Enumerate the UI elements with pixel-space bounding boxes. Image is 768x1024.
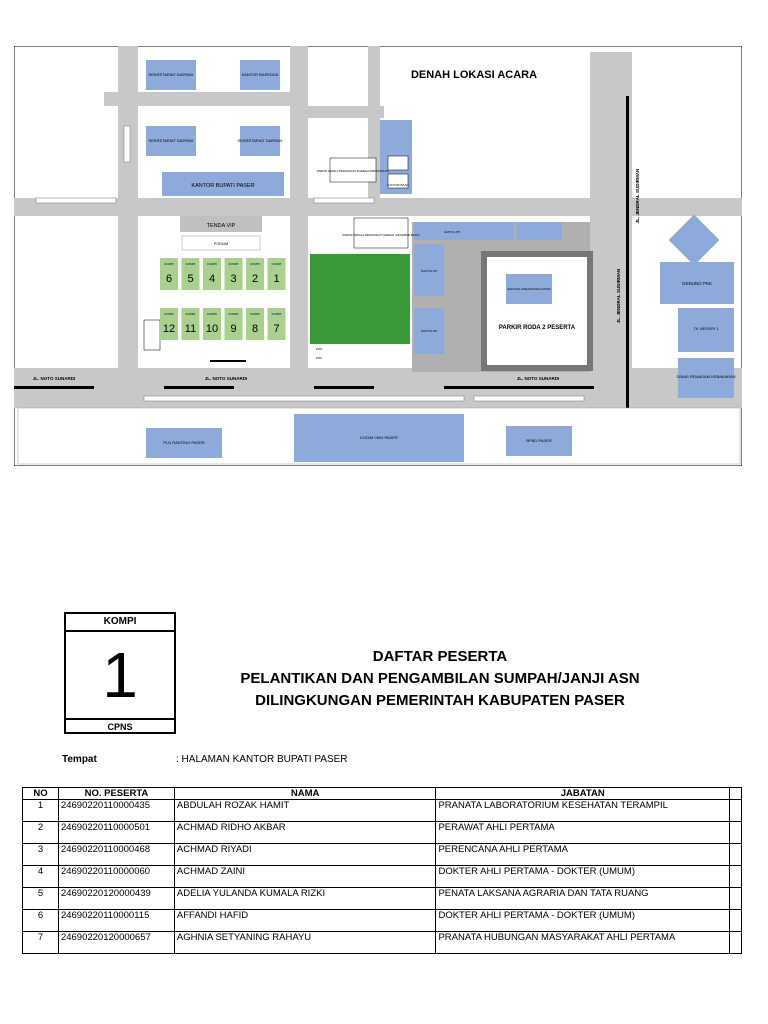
row-jabatan: DOKTER AHLI PERTAMA - DOKTER (UMUM) — [436, 866, 730, 888]
row-jabatan: PENATA LAKSANA AGRARIA DAN TATA RUANG — [436, 888, 730, 910]
kompi-block-number: 7 — [273, 323, 280, 335]
gedung-pkk-label: GEDUNG PKK — [681, 281, 713, 286]
row-peserta: 24690220110000115 — [58, 910, 174, 932]
row-peserta: 24690220120000439 — [58, 888, 174, 910]
table-row — [23, 888, 742, 910]
row-nama: ABDULAH ROZAK HAMIT — [174, 800, 436, 822]
kompi-header: KOMPI — [66, 614, 174, 632]
row-peserta: 24690220110000060 — [58, 866, 174, 888]
table-header-row — [23, 788, 742, 800]
satpol-1-label: SATPOL PP — [443, 230, 461, 234]
row-extra — [729, 910, 741, 932]
row-jabatan: DOKTER AHLI PERTAMA - DOKTER (UMUM) — [436, 910, 730, 932]
participant-table — [22, 787, 742, 954]
kompi-block-number: 6 — [165, 273, 173, 285]
parkir-kepala-1-label: PARKIR KEPALA PERANGKAT DAERAH (DEPAN BKAD) — [316, 169, 390, 173]
tempat-line — [62, 754, 348, 765]
row-no: 2 — [23, 822, 59, 844]
row-extra — [729, 866, 741, 888]
road-noto-3: JL. NOTO SUNARDI — [516, 376, 560, 381]
kompi-block-number: 9 — [230, 323, 237, 335]
kompi-block-label: KOMPI — [164, 262, 174, 266]
podium-label: PODIUM — [214, 242, 228, 246]
row-nama: ACHMAD RIYADI — [174, 844, 436, 866]
header-no: NO — [23, 788, 59, 800]
kompi-block-label: KOMPI — [250, 262, 260, 266]
kompi-block-label: KOMPI — [207, 312, 217, 316]
row-no: 3 — [23, 844, 59, 866]
pos-2-label: POS — [315, 356, 323, 360]
title-line-2: PELANTIKAN DAN PENGAMBILAN SUMPAH/JANJI ASN — [240, 670, 640, 687]
table-row — [23, 822, 742, 844]
kompi-block-number: 3 — [230, 273, 237, 285]
map-title: DENAH LOKASI ACARA — [410, 69, 538, 81]
table-row — [23, 932, 742, 954]
tempat-label: Tempat — [62, 754, 97, 765]
kompi-block-number: 12 — [162, 323, 176, 335]
gedung-ukm-label: GEDUNG ANDANDASKA MUDA — [506, 287, 552, 291]
kompi-block-label: KOMPI — [250, 312, 260, 316]
road-sudirman-1: JL. JENDRAL SUDIRMAN — [635, 168, 640, 224]
tk-negeri-label: TK NEGERI 1 — [693, 326, 719, 331]
kompi-block-label: KOMPI — [164, 312, 174, 316]
sekretariat-1-label: SEKRETARIAT DAERAH — [148, 72, 194, 77]
kompi-block-label: KOMPI — [207, 262, 217, 266]
row-no: 7 — [23, 932, 59, 954]
road-noto-1: JL. NOTO SUNARDI — [32, 376, 76, 381]
header-extra — [729, 788, 741, 800]
row-peserta: 24690220110000435 — [58, 800, 174, 822]
kompi-block-label: KOMPI — [228, 312, 239, 316]
kompi-block-number: 8 — [251, 323, 259, 335]
satpol-2-label: SATPOL PP — [420, 269, 438, 273]
kompi-box — [64, 612, 176, 734]
kompi-block-label: KOMPI — [271, 312, 282, 316]
venue-map — [14, 46, 742, 466]
row-nama: ACHMAD RIDHO AKBAR — [174, 822, 436, 844]
table-row — [23, 844, 742, 866]
table-row — [23, 866, 742, 888]
parkir-kepala-2-label: PARKIR KEPALA PERANGKAT DAERAH (SETAPAKE BKAD) — [342, 233, 420, 237]
row-jabatan: PRANATA LABORATORIUM KESEHATAN TERAMPIL — [436, 800, 730, 822]
kompi-block-number: 4 — [208, 273, 216, 285]
title-line-3: DILINGKUNGAN PEMERINTAH KABUPATEN PASER — [255, 692, 625, 709]
row-nama: AGHNIA SETYANING RAHAYU — [174, 932, 436, 954]
row-nama: AFFANDI HAFID — [174, 910, 436, 932]
row-extra — [729, 932, 741, 954]
kompi-block-label: KOMPI — [228, 262, 239, 266]
row-no: 1 — [23, 800, 59, 822]
kantor-baad-label: KANTOR BAAD — [387, 183, 409, 187]
kompi-block-number: 11 — [184, 323, 197, 335]
kompi-footer: CPNS — [66, 718, 174, 734]
tempat-value: : HALAMAN KANTOR BUPATI PASER — [176, 754, 348, 765]
row-extra — [729, 822, 741, 844]
kompi-number: 1 — [102, 639, 138, 711]
row-jabatan: PERENCANA AHLI PERTAMA — [436, 844, 730, 866]
kompi-block-label: KOMPI — [185, 262, 196, 266]
table-row — [23, 910, 742, 932]
kantor-bupati-label: KANTOR BUPATI PASER — [191, 183, 255, 189]
kompi-block-number: 10 — [205, 323, 219, 335]
row-jabatan: PERAWAT AHLI PERTAMA — [436, 822, 730, 844]
header-jabatan: JABATAN — [436, 788, 730, 800]
kompi-block-label: KOMPI — [185, 312, 196, 316]
row-extra — [729, 800, 741, 822]
row-nama: ACHMAD ZAINI — [174, 866, 436, 888]
sekretariat-3-label: SEKRETARIAT DAERAH — [237, 138, 283, 143]
kantor-bapedda-label: KANTOR BAPEDDA — [241, 72, 279, 77]
row-peserta: 24690220120000657 — [58, 932, 174, 954]
header-peserta: NO. PESERTA — [58, 788, 174, 800]
header-nama: NAMA — [174, 788, 436, 800]
parkir-r2-label: PARKIR RODA 2 PESERTA — [498, 325, 576, 331]
sekretariat-2-label: SEKRETARIAT DAERAH — [148, 138, 194, 143]
bpbd-label: BPBD PASER — [526, 438, 552, 443]
kompi-block-number: 5 — [187, 273, 194, 285]
kodim-label: KODIM 0904 PASER — [360, 435, 398, 440]
satpol-3-label: SATPOL PP — [420, 329, 438, 333]
road-sudirman-2: JL. JENDRAL SUDIRMAN — [616, 268, 621, 324]
document-title — [200, 646, 680, 712]
row-extra — [729, 844, 741, 866]
table-row — [23, 800, 742, 822]
row-no: 4 — [23, 866, 59, 888]
row-peserta: 24690220110000501 — [58, 822, 174, 844]
road-noto-2: JL. NOTO SUNARDI — [204, 376, 248, 381]
row-no: 6 — [23, 910, 59, 932]
pos-1-label: POS — [315, 347, 323, 351]
tenda-vip-label: TENDA VIP — [206, 223, 236, 229]
row-peserta: 24690220110000468 — [58, 844, 174, 866]
row-jabatan: PRANATA HUBUNGAN MASYARAKAT AHLI PERTAMA — [436, 932, 730, 954]
kompi-block-number: 1 — [273, 273, 280, 285]
dinas-pemadam-label: DINAS PEMADAM KEBAKARAN — [676, 374, 736, 379]
pln-label: PLN RANTING PASER — [163, 440, 205, 445]
kompi-block-label: KOMPI — [271, 262, 282, 266]
row-extra — [729, 888, 741, 910]
title-line-1: DAFTAR PESERTA — [372, 648, 508, 665]
kompi-block-number: 2 — [251, 273, 259, 285]
row-no: 5 — [23, 888, 59, 910]
row-nama: ADELIA YULANDA KUMALA RIZKI — [174, 888, 436, 910]
